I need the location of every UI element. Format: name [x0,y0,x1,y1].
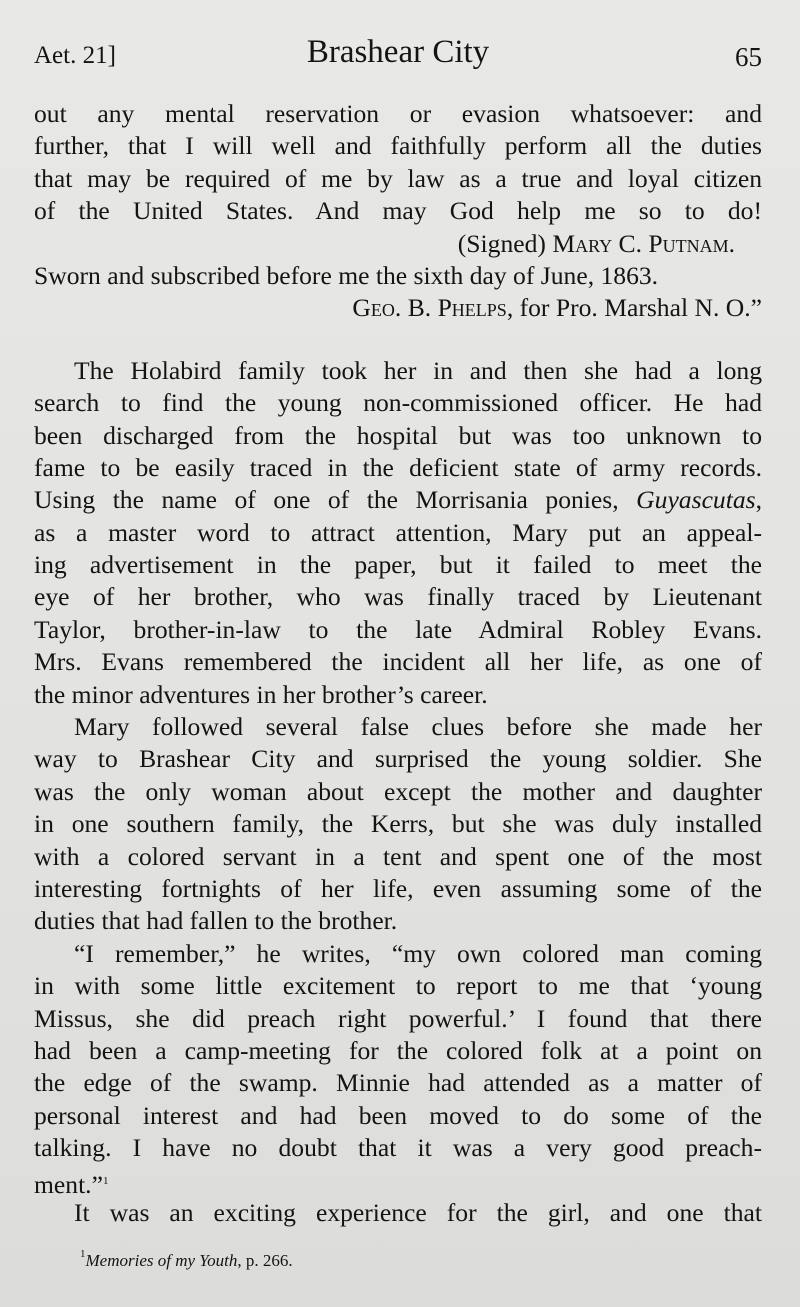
paragraph-line: as a master word to attract attention, Mary put an appeal- [34,517,762,547]
text-run: , [755,485,762,515]
footnote-reference[interactable]: 1 [102,1174,109,1187]
paragraph-line: with a colored servant in a tent and spent one of the most [34,841,762,871]
paragraph-line: in one southern family, the Kerrs, but she was duly installed [34,809,762,839]
section-gap [34,325,762,355]
page-title: Brashear City [306,34,490,70]
paragraph-line: search to find the young non-commissioned officer. He had [34,388,762,418]
paragraph-line [34,1165,762,1197]
paragraph-line: It was an exciting experience for the girl, and one that [74,1197,762,1227]
paragraph-line: was the only woman about except the mother and daughter [34,776,762,806]
paragraph-line: Taylor, brother-in-law to the late Admiral Robley Evans. [34,614,762,644]
pony-name: Guyascutas [636,485,756,515]
oath-line: out any mental reservation or evasion whatsoever: and [34,99,762,128]
paragraph-line: talking. I have no doubt that it was a very good preach- [34,1133,762,1163]
footnote-mark: 1 [80,1248,86,1260]
paragraph-line: eye of her brother, who was finally traced by Lieutenant [34,582,762,612]
oath-line: of the United States. And may God help me so to do! [34,196,762,226]
paragraph-line: way to Brashear City and surprised the young soldier. She [34,744,762,774]
paragraph-line: “I remember,” he writes, “my own colored man coming [74,938,762,968]
page-body [34,98,762,1229]
paragraph-line: the edge of the swamp. Minnie had attended as a matter of [34,1068,762,1098]
paragraph-line: The Holabird family took her in and then she had a long [74,355,762,385]
footnote [80,1248,293,1271]
running-head-age: Aet. 21] [34,42,116,69]
paragraph-line: Mrs. Evans remembered the incident all her life, as one of [34,647,762,677]
marshal-line [34,292,762,324]
paragraph-line: interesting fortnights of her life, even assuming some of the [34,873,762,903]
paragraph-line: in with some little excitement to report to me that ‘young [34,971,762,1001]
paragraph-line: duties that had fallen to the brother. [34,906,398,936]
paragraph-line: Missus, she did preach right powerful.’ I found that there [34,1003,762,1033]
oath-line: that may be required of me by law as a true and loyal citizen [34,163,762,193]
running-header [34,34,762,74]
paragraph-line [34,484,762,516]
sworn-line: Sworn and subscribed before me the sixth day of June, 1863. [34,260,659,290]
marshal-title: , for Pro. Marshal N. O.” [506,293,762,323]
paragraph-line: fame to be easily traced in the deficient state of army records. [34,452,762,482]
text-run: ment.” [34,1169,103,1199]
footnote-page: , p. 266. [237,1251,293,1270]
paragraph-line: the minor adventures in her brother’s career. [34,679,488,709]
paragraph-line: been discharged from the hospital but was too unknown to [34,420,762,450]
signer-name: Mary C. Putnam. [552,228,735,258]
text-run: Using the name of one of the Morrisania ponies, [34,485,637,515]
signed-prefix: (Signed) [457,228,553,258]
signature-line [34,228,762,260]
paragraph-line: Mary followed several false clues before she made her [74,712,762,742]
paragraph-line: personal interest and had been moved to do some of the [34,1100,762,1130]
paragraph-line: ing advertisement in the paper, but it failed to meet the [34,550,762,580]
paragraph-line: had been a camp-meeting for the colored folk at a point on [34,1035,762,1065]
oath-line: further, that I will well and faithfully perform all the duties [34,131,762,161]
page-number: 65 [735,42,762,72]
marshal-name: Geo. B. Phelps [352,293,507,323]
footnote-title: Memories of my Youth [85,1251,238,1270]
